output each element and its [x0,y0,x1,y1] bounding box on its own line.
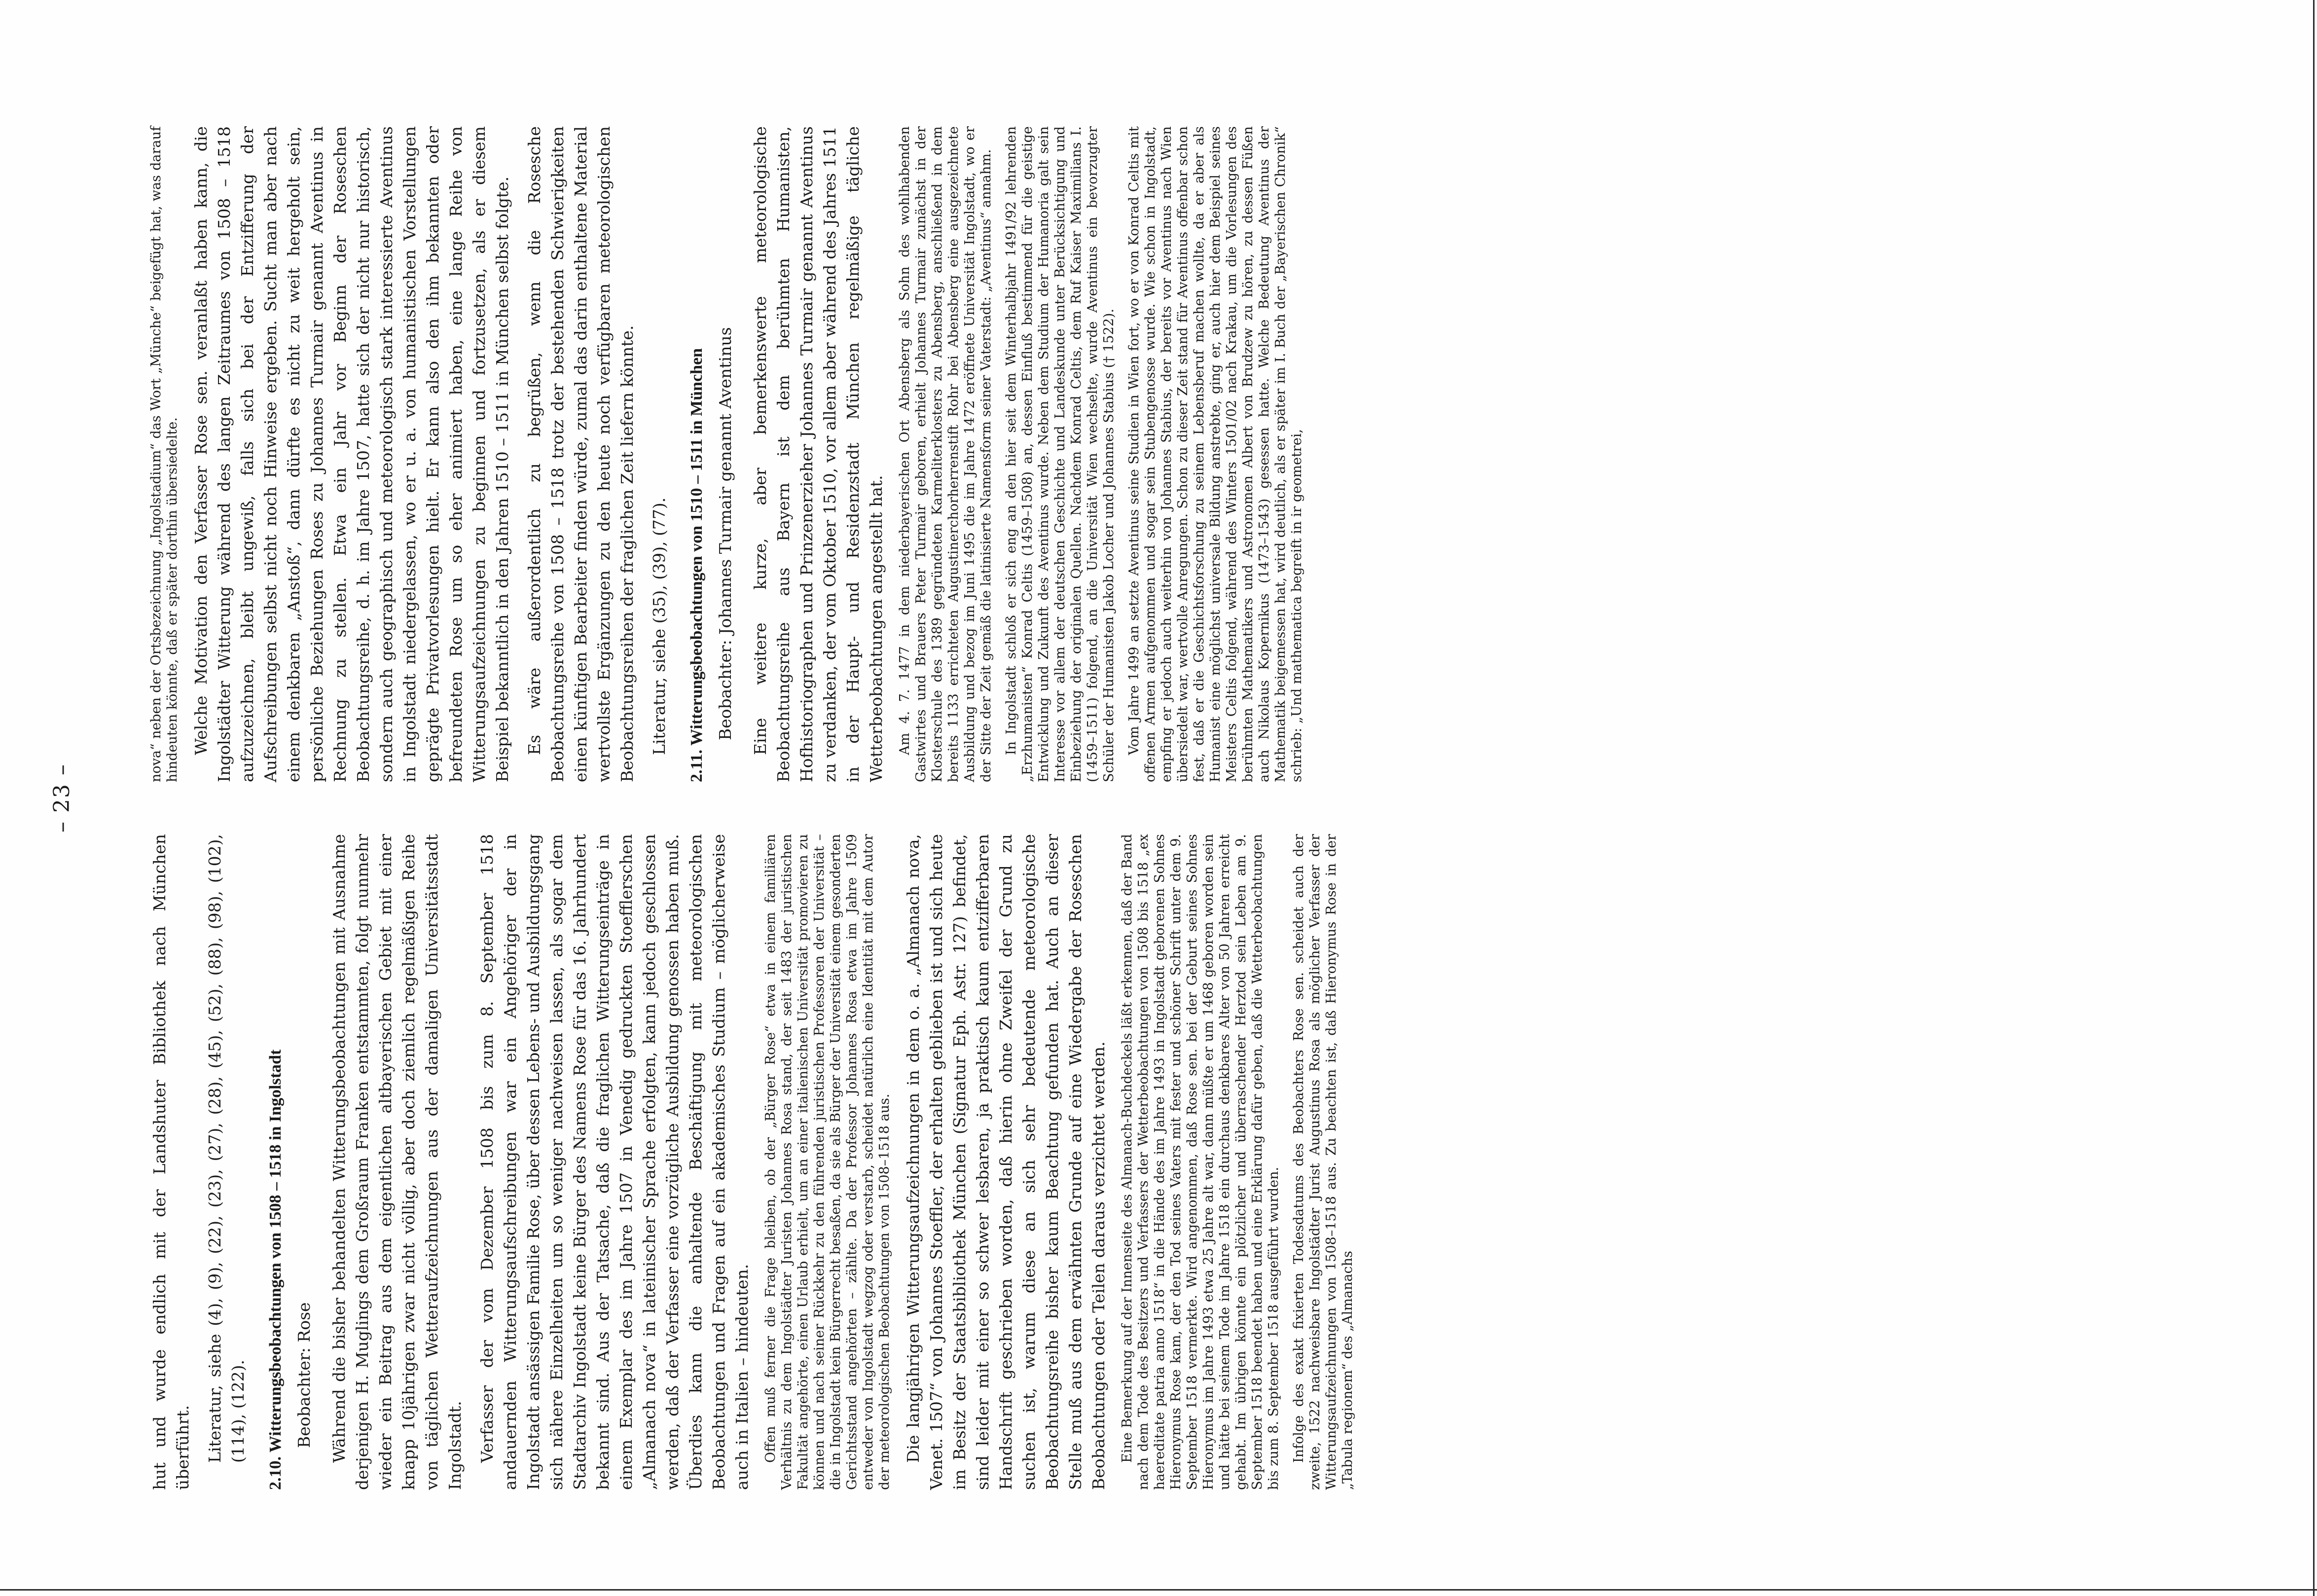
paragraph: hut und wurde endlich mit der Landshuter Bibliothek nach München überführt. [150,834,192,1490]
small-print-paragraph: Eine Bemerkung auf der Innenseite des Almanach-Buchdeckels läßt erkennen, daß der Band nach dem Tode des Besitzers und Verfassers der Wetterbeobachtungen von 1508 bis 1518 „ex haereditate patria anno 1518“ in die Hände des im Jahre 1493 in Ingolstadt geborenen Sohnes Hieronymus Rose kam, der den Tod seines Vaters mit fester und schöner Schrift unter dem 9. September 1518 vermerkte. Wird angenommen, daß Rose sen. bei der Geburt seines Sohnes Hieronymus im Jahre 1493 etwa 25 Jahre alt war, dann müßte er um 1468 geboren worden sein und hätte bei seinem Tode im Jahre 1518 ein durchaus denkbares Alter von 50 Jahren erreicht gehabt. Im übrigen könnte ein plötzlicher und überraschender Herztod sein Leben am 9. September 1518 beendet haben und eine Erklärung dafür geben, daß die Wetterbeobachtungen bis zum 8. September 1518 ausgeführt wurden. [1120,834,1281,1490]
section-heading: 2.11. Witterungsbeobachtungen von 1510 – 1511 in München [688,348,706,782]
paragraph: Während die bisher behandelten Witterungsbeobachtungen mit Ausnahme derjenigen H. Muglings dem Großraum Franken entstammten, folgt nunmehr wieder ein Beitrag aus dem eigentlichen altbayerischen Gebiet mit einer knapp 10jährigen zwar nicht völlig, aber doch ziemlich regelmäßigen Reihe von täglichen Wetteraufzeichnungen aus der damaligen Universitätsstadt Ingolstadt. [329,834,465,1490]
small-print-paragraph: Offen muß ferner die Frage bleiben, ob der „Bürger Rose“ etwa in einem familiären Verhältnis zu dem Ingolstädter Juristen Johannes Rosa stand, der seit 1483 der juristischen Fakultät angehörte, einen Urlaub erhielt, um an einer italienischen Universität promovieren zu können und nach seiner Rückkehr zu den führenden juristischen Professoren der Universität – die in Ingolstadt kein Bürgerrecht besaßen, da sie als Bürger der Universität einem gesonderten Gerichtsstand angehörten – zählte. Da der Professor Johannes Rosa etwa im Jahre 1509 entweder von Ingolstadt wegzog oder verstarb, scheidet natürlich eine Identität mit dem Autor der meteorologischen Beobachtungen von 1508–1518 aus. [763,834,892,1490]
observer-line: Beobachter: Rose [294,1302,314,1448]
paragraph: Welche Motivation den Verfasser Rose sen. veranlaßt haben kann, die Ingolstädter Witterung während des langen Zeitraumes von 1508 – 1518 aufzuzeichnen, bleibt ungewiß, falls sich bei der Entzifferung der Aufschreibungen selbst nicht noch Hinweise ergeben. Sucht man aber nach einem denkbaren „Anstoß“, dann dürfte es nicht zu weit hergeholt sein, persönliche Beziehungen Roses zu Johannes Turmair genannt Aventinus in Rechnung zu stellen. Etwa ein Jahr vor Beginn der Roseschen Beobachtungsreihe, d. h. im Jahre 1507, hatte sich der nicht nur historisch, sondern auch geographisch und meteorologisch stark interessierte Aventinus in Ingolstadt niedergelassen, wo er u. a. von humanistischen Vorstellungen geprägte Privatvorlesungen hielt. Er kann also den ihm bekannten oder befreundeten Rose um so eher animiert haben, eine lange Reihe von Witterungsaufzeichnungen zu beginnen und fortzusetzen, als er diesem Beispiel bekanntlich in den Jahren 1510 – 1511 in München selbst folgte. [191,126,512,782]
small-print-paragraph: In Ingolstadt schloß er sich eng an den hier seit dem Winterhalbjahr 1491/92 lehrenden „Erzhumanisten“ Konrad Celtis (1459–1508) an, dessen Einfluß bestimmend für die geistige Entwicklung und Zukunft des Aventinus wurde. Neben dem Studium der Humanoria galt sein Interesse vor allem der deutschen Geschichte und Landeskunde unter Berücksichtigung und Einbeziehung der originalen Quellen. Nachdem Konrad Celtis, dem Ruf Kaiser Maximilians I. (1459–1511) folgend, an die Universität Wien wechselte, wurde Aventinus ein bevorzugter Schüler der Humanisten Jakob Locher und Johannes Stabius († 1522). [1004,126,1117,782]
small-print-paragraph: nova“ neben der Ortsbezeichnung „Ingolstadium“ das Wort „Münche“ beigefügt hat, was darauf hindeuten könnte, daß er später dorthin übersiedelte. [148,126,180,782]
literature-references: Literatur, siehe (4), (9), (22), (23), (27), (28), (45), (52), (88), (98), (102), (114), (122). [205,834,248,1463]
observer-line: Beobachter: Johannes Turmair genannt Aventinus [716,327,735,740]
paragraph: Die langjährigen Witterungsaufzeichnungen in dem o. a. „Almanach nova, Venet. 1507“ von Johannes Stoeffler, der erhalten geblieben ist und sich heute im Besitz der Staatsbibliothek München (Signatur Eph. Astr. 127) befindet, sind leider mit einer so schwer lesbaren, ja praktisch kaum entzifferbaren Handschrift geschrieben worden, daß hierin ohne Zweifel der Grund zu suchen ist, warum diese an sich sehr bedeutende meteorologische Beobachtungsreihe bisher kaum Beachtung gefunden hat. Auch an dieser Stelle muß aus dem erwähnten Grunde auf eine Wiedergabe der Roseschen Beobachtungen oder Teilen daraus verzichtet werden. [904,834,1108,1490]
left-column [148,834,1365,1490]
paragraph: Es wäre außerordentlich zu begrüßen, wenn die Rosesche Beobachtungsreihe von 1508 – 1518 trotz der bestehenden Schwierigkeiten einen künftigen Bearbeiter finden würde, zumal das darin enthaltene Material wertvollste Ergänzungen zu den heute noch verfügbaren meteorologischen Beobachtungsreihen der fraglichen Zeit liefern könnte. [525,126,637,782]
right-column [148,126,1314,782]
small-print-paragraph: Am 4. 7. 1477 in dem niederbayerischen Ort Abensberg als Sohn des wohlhabenden Gastwirtes und Brauers Peter Turmair geboren, erhielt Johannes Turmair zunächst in der Klosterschule des 1389 gegründeten Karmeliterklosters zu Abensberg, anschließend in dem bereits 1133 errichteten Augustinerchorherrenstift Rohr bei Abensberg eine ausgezeichnete Ausbildung und bezog im Juni 1495 die im Jahre 1472 eröffnete Universität Ingolstadt, wo er der Sitte der Zeit gemäß die latinisierte Namensform seiner Vaterstadt: „Aventinus“ annahm. [897,126,994,782]
paragraph: Verfasser der vom Dezember 1508 bis zum 8. September 1518 andauernden Witterungsaufschreibungen war ein Angehöriger der in Ingolstadt ansässigen Familie Rose, über dessen Lebens- und Ausbildungsgang sich nähere Einzelheiten um so weniger nachweisen lassen, als sogar dem Stadtarchiv Ingolstadt keine Bürger des Namens Rose für das 16. Jahrhundert bekannt sind. Aus der Tatsache, daß die fraglichen Witterungseinträge in einem Exemplar des im Jahre 1507 in Venedig gedruckten Stoefflerschen „Almanach nova“ in lateinischer Sprache erfolgten, kann jedoch geschlossen werden, daß der Verfasser eine vorzügliche Ausbildung genossen haben muß. Überdies kann die anhaltende Beschäftigung mit meteorologischen Beobachtungen und Fragen auf ein akademisches Studium – möglicherweise auch in Italien – hindeuten. [477,834,752,1490]
small-print-paragraph: Infolge des exakt fixierten Todesdatums des Beobachters Rose sen. scheidet auch der zweite, 1522 nachweisbare Ingolstädter Jurist Augustinus Rosa als möglicher Verfasser der Witterungsaufzeichnungen von 1508–1518 aus. Zu beachten ist, daß Hieronymus Rose in der „Tabula regionem“ des „Almanachs [1291,834,1355,1490]
page-number: – 23 – [49,763,74,833]
section-heading: 2.10. Witterungsbeobachtungen von 1508 – 1518 in Ingolstadt [266,1049,285,1490]
small-print-paragraph: Vom Jahre 1499 an setzte Aventinus seine Studien in Wien fort, wo er von Konrad Celtis mit offenen Armen aufgenommen und sogar sein Stubengenosse wurde. Wie schon in Ingolstadt, empfing er jedoch auch weiterhin von Johannes Stabius, der bereits vor Aventinus nach Wien übersiedelt war, wertvolle Anregungen. Schon zu dieser Zeit stand für Aventinus offenbar schon fest, daß er die Geschichtsforschung zu seinem Lebensberuf machen wollte, da er aber als Humanist eine möglichst universale Bildung anstrebte, ging er, auch hier dem Beispiel seines Meisters Celtis folgend, während des Winters 1501/02 nach Krakau, um die Vorlesungen des berühmten Mathematikers und Astronomen Albert von Brudzew zu hören, zu dessen Füßen auch Nikolaus Kopernikus (1473–1543) gesessen hatte. Welche Bedeutung Aventinus der Mathematik beigemessen hat, wird deutlich, als er später im I. Buch der „Bayerischen Chronik“ schrieb: „Und mathematica begreift in ir geometrei, [1126,126,1304,782]
paragraph: Eine weitere kurze, aber bemerkenswerte meteorologische Beobachtungsreihe aus Bayern ist dem berühmten Humanisten, Hofhistoriographen und Prinzenerzieher Johannes Turmair genannt Aventinus zu verdanken, der vom Oktober 1510, vor allem aber während des Jahres 1511 in der Haupt- und Residenzstadt München regelmäßige tägliche Wetterbeobachtungen angestellt hat. [751,126,886,782]
literature-references: Literatur, siehe (35), (39), (77). [650,497,669,755]
